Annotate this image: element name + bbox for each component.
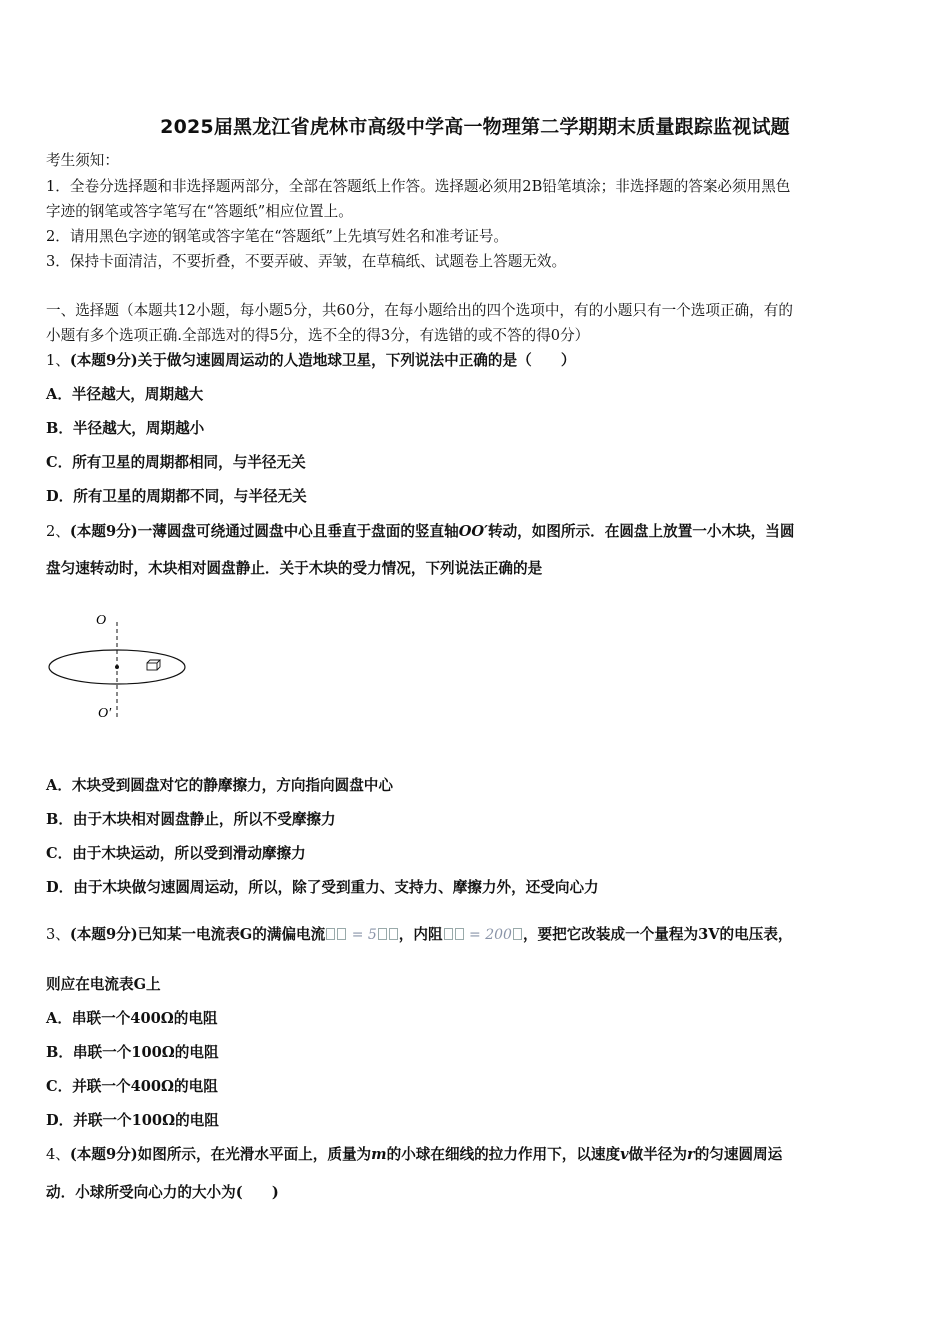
- question-2-option-b: B．由于木块相对圆盘静止，所以不受摩擦力: [46, 811, 336, 828]
- question-1-option-d: D．所有卫星的周期都不同，与半径无关: [46, 488, 307, 505]
- formula-placeholder-icon: [455, 928, 464, 940]
- page-title: 2025届黑龙江省虎林市高级中学高一物理第二学期期末质量跟踪监视试题: [160, 116, 790, 138]
- question-2-option-a: A．木块受到圆盘对它的静摩擦力，方向指向圆盘中心: [46, 777, 393, 794]
- full-scale-current-value: = 5: [351, 927, 377, 943]
- question-4-text-b: 的小球在细线的拉力作用下，以速度: [386, 1146, 621, 1163]
- question-4-text-c: 做半径为: [628, 1146, 687, 1163]
- full-scale-current-formula: [325, 927, 399, 943]
- internal-resistance-value: = 200: [469, 927, 512, 943]
- question-2-stem-line2: 盘匀速转动时，木块相对圆盘静止．关于木块的受力情况，下列说法正确的是: [46, 560, 543, 577]
- mass-symbol: m: [371, 1146, 387, 1163]
- question-3-stem: [46, 926, 908, 944]
- question-4-stem-line2: 动．小球所受向心力的大小为( ): [46, 1184, 279, 1201]
- question-1-option-b: B．半径越大，周期越小: [46, 420, 205, 437]
- question-3-text-c: ，要把它改装成一个量程为3V的电压表，: [522, 926, 793, 943]
- question-1-option-a: A．半径越大，周期越大: [46, 386, 204, 403]
- question-1-option-c: C．所有卫星的周期都相同，与半径无关: [46, 454, 306, 471]
- question-2-number: 2、: [46, 523, 70, 540]
- question-3-option-c: C．并联一个400Ω的电阻: [46, 1078, 218, 1095]
- internal-resistance-formula: [443, 927, 523, 943]
- disc-center: [115, 665, 119, 669]
- formula-placeholder-icon: [444, 928, 453, 940]
- question-4-text-d: 的匀速圆周运: [694, 1146, 783, 1163]
- question-1-text: (本题9分)关于做匀速圆周运动的人造地球卫星，下列说法中正确的是（ ）: [69, 352, 576, 369]
- section-header-2: 小题有多个选项正确.全部选对的得5分，选不全的得3分，有选错的或不答的得0分）: [46, 327, 590, 344]
- formula-placeholder-icon: [326, 928, 335, 940]
- formula-placeholder-icon: [513, 928, 522, 940]
- axis-label-bottom: O′: [98, 706, 112, 721]
- question-3-text-a: (本题9分)已知某一电流表G的满偏电流: [69, 926, 326, 943]
- question-2-option-d: D．由于木块做匀速圆周运动，所以，除了受到重力、支持力、摩擦力外，还受向心力: [46, 879, 599, 896]
- formula-placeholder-icon: [378, 928, 387, 940]
- question-2-axis: OO′: [458, 523, 488, 540]
- formula-placeholder-icon: [337, 928, 346, 940]
- notice-heading: 考生须知：: [46, 152, 119, 169]
- question-4-number: 4、: [46, 1146, 70, 1163]
- question-3-number: 3、: [46, 926, 70, 943]
- question-4-stem: [46, 1146, 908, 1164]
- question-4-text-a: (本题9分)如图所示，在光滑水平面上，质量为: [69, 1146, 372, 1163]
- formula-placeholder-icon: [389, 928, 398, 940]
- velocity-symbol: v: [620, 1146, 629, 1163]
- notice-item-1a: 1．全卷分选择题和非选择题两部分，全部在答题纸上作答。选择题必须用2B铅笔填涂；非选择题的答案必须用黑色: [46, 178, 791, 195]
- notice-item-2: 2．请用黑色字迹的钢笔或答字笔在“答题纸”上先填写姓名和准考证号。: [46, 228, 509, 245]
- axis-label-top: O: [96, 613, 107, 628]
- question-3-text-b: ，内阻: [398, 926, 443, 943]
- question-3-option-d: D．并联一个100Ω的电阻: [46, 1112, 219, 1129]
- question-2-option-c: C．由于木块运动，所以受到滑动摩擦力: [46, 845, 306, 862]
- notice-item-3: 3．保持卡面清洁，不要折叠，不要弄破、弄皱，在草稿纸、试题卷上答题无效。: [46, 253, 567, 270]
- radius-symbol: r: [686, 1146, 695, 1163]
- question-2-text-a: (本题9分)一薄圆盘可绕通过圆盘中心且垂直于盘面的竖直轴: [69, 523, 459, 540]
- question-3-stem-line2: 则应在电流表G上: [46, 976, 161, 993]
- question-2-text-b: 转动，如图所示．在圆盘上放置一小木块，当圆: [487, 523, 795, 540]
- question-3-option-a: A．串联一个400Ω的电阻: [46, 1010, 218, 1027]
- question-2-stem: [46, 523, 908, 541]
- rotating-disc-figure: [44, 606, 194, 726]
- question-3-option-b: B．串联一个100Ω的电阻: [46, 1044, 219, 1061]
- wood-block-icon: [147, 660, 160, 670]
- section-header-1: 一、选择题（本题共12小题，每小题5分，共60分，在每小题给出的四个选项中，有的小题只有一个选项正确，有的: [46, 302, 793, 319]
- question-1-number: 1、: [46, 352, 70, 369]
- question-1-stem: [46, 352, 908, 370]
- notice-item-1b: 字迹的钢笔或答字笔写在“答题纸”相应位置上。: [46, 203, 353, 220]
